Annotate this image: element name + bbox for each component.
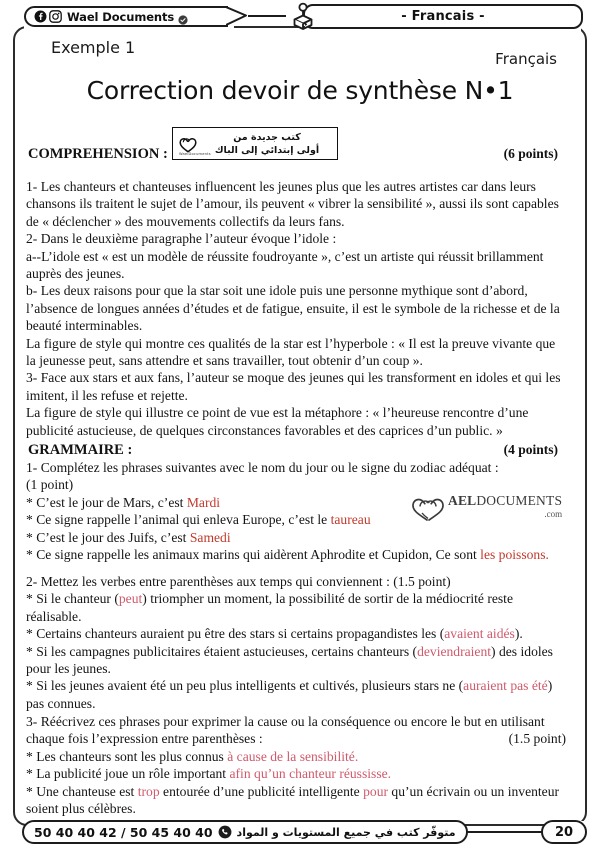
q3-item-0-before: * Les chanteurs sont les plus connus <box>26 748 228 764</box>
comprehension-p4: b- Les deux raisons pour que la star soit une idole puis une personne mythique sont d’abord, l’absence de longues années d’études et de fatigue, ensuite, il est le symbole de la richesse et de la beauté interminables. <box>26 283 560 334</box>
double-heart-icon <box>408 494 448 524</box>
comprehension-points: (6 points) <box>503 146 558 161</box>
pencil-tip-icon <box>226 6 248 27</box>
stamp-line-2: أولى إبتدائي إلى الباك <box>214 144 320 156</box>
watermark-brand-rest: DOCUMENTS <box>476 493 563 508</box>
meta-row <box>13 38 587 70</box>
instagram-icon <box>49 10 62 23</box>
q1-item-3 <box>26 546 566 563</box>
watermark-brand-bold: AEL <box>448 493 477 508</box>
q1-item-0-text: * C’est le jour de Mars, c’est <box>26 494 187 510</box>
q2-item-1-after: ). <box>514 626 523 642</box>
grammaire-heading: GRAMMAIRE : <box>28 442 133 458</box>
q2-item-2-after: ) des idoles pour les jeunes. <box>26 643 553 677</box>
footer-contact-bar[interactable] <box>22 820 468 844</box>
watermark-text <box>448 494 562 521</box>
q2-item-1 <box>26 625 566 642</box>
exemple-label: Exemple 1 <box>51 38 136 57</box>
q3-item-1-answer: afin qu’un chanteur réussisse. <box>229 766 392 782</box>
page-number: 20 <box>541 820 587 844</box>
q1-points: (1 point) <box>26 477 74 493</box>
verified-badge-icon <box>178 12 188 22</box>
q3-prompt-text: 3- Réécrivez ces phrases pour exprimer la cause ou la conséquence ou encore le but en utilisant chaque fois l’expression entre parenthèses : <box>26 714 545 747</box>
comprehension-p1: 1- Les chanteurs et chanteuses influencent les jeunes plus que les autres artistes car dans leurs chansons ils traitent le sujet de l’amour, ils peuvent « vibrer la sensibilité », aussi ils sont capables de « déclencher » des mouvements collectifs da leurs fans. <box>26 179 559 229</box>
q3-item-2-answer2: pour <box>363 783 389 799</box>
q2-item-3 <box>26 677 566 712</box>
comprehension-p5: La figure de style qui montre ces qualités de la star est l’hyperbole : « Il est la preuve vivante que la jeunesse peut, sans attendre et sans travailler, tout obtenir d’un coup ». <box>26 335 556 369</box>
q3-prompt <box>26 713 566 748</box>
section-header-grammaire <box>28 442 558 459</box>
stamp-text <box>200 131 334 157</box>
arabic-promo-stamp <box>172 127 338 160</box>
q1-item-1-answer: taureau <box>330 512 371 528</box>
q2-item-2-answer: deviendraient <box>417 643 492 659</box>
q2-item-0 <box>26 590 566 625</box>
phone-icon <box>218 825 232 839</box>
comprehension-p3: a--L’idole est « est un modèle de réussite foudroyante », c’est un artiste qui réussit brillamment auprès des jeunes. <box>26 248 544 282</box>
q3-item-2-answer: trop <box>137 783 160 799</box>
q1-item-2-text: * C’est le jour des Juifs, c’est <box>26 529 190 545</box>
comprehension-body <box>26 178 566 439</box>
q1-item-0-answer: Mardi <box>186 494 221 510</box>
stamp-subtext: WaelDocuments <box>179 152 211 156</box>
grammaire-points: (4 points) <box>503 442 558 457</box>
q2-item-3-answer: auraient pas été <box>463 678 548 694</box>
q1-item-3-answer: les poissons. <box>480 547 549 563</box>
q1-item-2-answer: Samedi <box>189 529 231 545</box>
q2-item-2 <box>26 643 566 678</box>
q3-points: (1.5 point) <box>508 731 566 747</box>
q2-prompt: 2- Mettez les verbes entre parenthèses aux temps qui conviennent : (1.5 point) <box>26 574 451 589</box>
q2-item-0-after: ) triompher un moment, la possibilité de sortir de la médiocrité reste réalisable. <box>26 591 513 624</box>
q3-item-2-mid: entourée d’une publicité intelligente <box>159 783 364 799</box>
q2-item-2-before: * Si les campagnes publicitaires étaient astucieuses, certains chanteurs ( <box>26 643 418 659</box>
q2-item-3-before: * Si les jeunes avaient été un peu plus intelligents et cultivés, plusieurs stars ne ( <box>26 678 464 694</box>
q3-item-2-before: * Une chanteuse est <box>26 783 138 799</box>
person-reading-icon <box>290 2 316 30</box>
grammaire-q3 <box>26 713 566 817</box>
brand-badge[interactable] <box>24 6 228 27</box>
brand-name: Wael Documents <box>67 9 175 24</box>
comprehension-heading: COMPREHENSION : <box>28 146 168 162</box>
q2-item-1-answer: avaient aidés <box>444 626 515 642</box>
comprehension-p2: 2- Dans le deuxième paragraphe l’auteur évoque l’idole : <box>26 231 337 247</box>
q3-item-2-after: qu’un écrivain ou un inventeur soient plus célèbres. <box>26 783 560 817</box>
footer-slogan: متوفّر كتب في جميع المستويات و المواد <box>236 825 456 839</box>
q1-prompt: 1- Complétez les phrases suivantes avec le nom du jour ou le signe du zodiac adéquat : <box>26 460 499 475</box>
grammaire-q2 <box>26 573 566 712</box>
comprehension-p7: La figure de style qui illustre ce point de vue est la métaphore : « l’heureuse rencontre d’une publicité astucieuse, de quelques circonstances favorables et des caprices d’un public. » <box>26 405 529 438</box>
header-connector-line <box>248 15 286 17</box>
subject-tab[interactable] <box>303 4 583 29</box>
q1-item-1-text: * Ce signe rappelle l’animal qui enleva Europe, c’est le <box>26 512 331 528</box>
facebook-icon <box>34 10 47 23</box>
q2-item-0-before: * Si le chanteur ( <box>26 591 119 607</box>
q2-item-0-answer: peut <box>118 591 143 607</box>
q3-item-1-before: * La publicité joue un rôle important <box>26 766 230 782</box>
watermark-domain: .com <box>544 509 563 519</box>
q3-item-0-answer: à cause de la sensibilité. <box>227 748 359 764</box>
page-title: Correction devoir de synthèse N•1 <box>86 76 514 105</box>
q3-item-2 <box>26 783 566 818</box>
aeldocuments-watermark <box>408 494 584 524</box>
q2-item-1-before: * Certains chanteurs auraient pu être des stars si certains propagandistes les ( <box>26 626 445 642</box>
stamp-line-1: كتب جديدة من <box>233 131 301 143</box>
q1-item-3-text: * Ce signe rappelle les animaux marins qui aidèrent Aphrodite et Cupidon, Ce sont <box>26 547 481 563</box>
q2-item-3-after: ) pas connues. <box>26 678 553 711</box>
comprehension-p6: 3- Face aux stars et aux fans, l’auteur se moque des jeunes qui les transforment en idoles et qui les imitent, il les refuse et rejette. <box>26 370 561 403</box>
subject-tab-label: - Francais - <box>401 9 485 24</box>
footer-phone-numbers: 50 40 40 42 / 50 45 40 40 <box>34 824 213 840</box>
q1-item-2 <box>26 529 566 546</box>
q3-item-1 <box>26 765 566 782</box>
language-label: Français <box>495 50 557 68</box>
q3-item-0 <box>26 748 566 765</box>
